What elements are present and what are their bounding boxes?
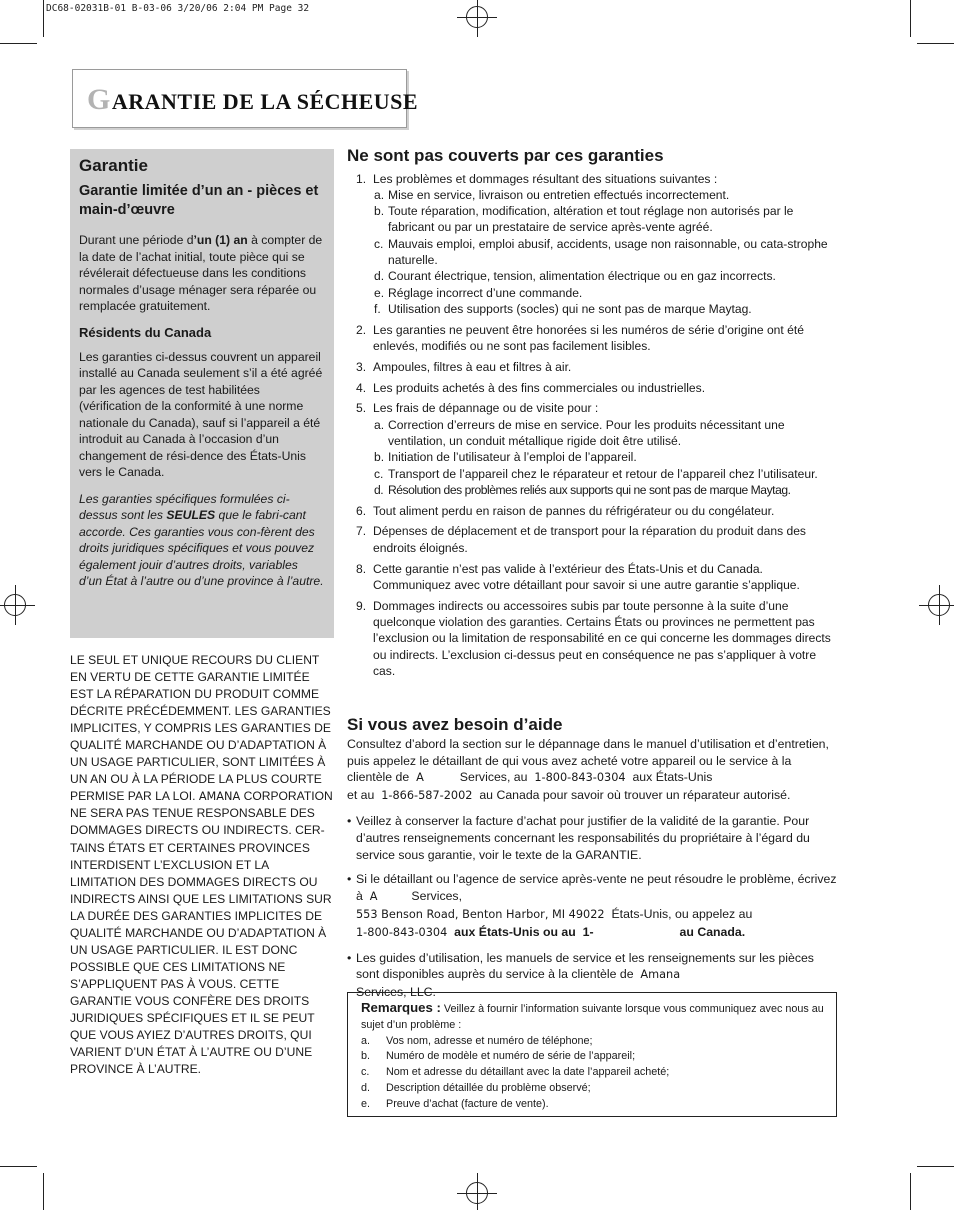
list-item: 9. Dommages indirects ou accessoires subis par toute personne à la suite d’une quelconque violation des garanties. Certains États ou provinces ne permettent pas l’exclusion ou la limitation de responsabilité en ce qui concerne les dommages directs ou indirects. L’exclusion ci-dessus peut en conséquence ne pas s’appliquer à votre cas.: [356, 598, 831, 678]
registration-mark-icon: [4, 594, 26, 616]
sub-item: e. Réglage incorrect d’une commande.: [374, 285, 583, 300]
remarks-list: [361, 1034, 826, 1113]
help-bullet: • Veillez à conserver la facture d’achat pour justifier de la validité de la garantie. Pour d’autres renseignements concernant les responsabilités du propriétaire à l’égard du service sous garantie, voir le texte de la GARANTIE.: [347, 813, 839, 863]
sub-item: a. Mise en service, livraison ou entretien effectués incorrectement.: [374, 187, 730, 202]
mailing-address: 553 Benson Road, Benton Harbor, MI 49022: [356, 907, 605, 921]
help-intro: Consultez d’abord la section sur le dépannage dans le manuel d’utilisation et d’entretien, puis appelez le détaillant de qui vous avez acheté votre appareil ou le service à la clientèle de A Services, au 1-800-843-0304 aux États-Unis et au 1-866-587-2002 au Canada pour savoir où trouver un réparateur autorisé.: [347, 736, 829, 803]
sub-item: d. Résolution des problèmes reliés aux supports qui ne sont pas de marque Maytag.: [374, 482, 791, 497]
remarks-item: a. Vos nom, adresse et numéro de téléphone;: [361, 1034, 593, 1047]
not-covered-heading: Ne sont pas couverts par ces garanties: [347, 146, 664, 165]
crop-mark: [910, 0, 911, 37]
warranty-box: [70, 149, 334, 638]
crop-mark: [0, 43, 37, 44]
list-item: 7. Dépenses de déplacement et de transport pour la réparation du produit dans des endroits éloignés.: [356, 524, 806, 555]
remarks-item: b. Numéro de modèle et numéro de série de l’appareil;: [361, 1050, 636, 1063]
warranty-subheading: Garantie limitée d’un an - pièces et main-d’œuvre: [79, 183, 319, 218]
phone-us: 1-800-843-0304: [534, 771, 626, 785]
sub-item: b. Initiation de l’utilisateur à l’emploi de l’appareil.: [374, 450, 637, 465]
sub-item: d. Courant électrique, tension, alimentation électrique ou en gaz incorrects.: [374, 269, 776, 284]
crop-mark: [43, 0, 44, 37]
not-covered-list: [347, 171, 839, 680]
sub-item: b. Toute réparation, modification, altération et tout réglage non autorisés par le fabricant ou par un prestataire de service après-vente agréé.: [374, 204, 794, 235]
list-item: 2. Les garanties ne peuvent être honorées si les numéros de série d’origine ont été enlevés, modifiés ou ne sont pas facilement lisibles.: [356, 322, 804, 353]
remarks-item: e. Preuve d’achat (facture de vente).: [361, 1097, 549, 1110]
remarks-box: [347, 992, 837, 1117]
sub-item: a. Correction d’erreurs de mise en service. Pour les produits nécessitant une ventilation, un conduit métallique rigide doit être utilisé.: [374, 417, 785, 448]
crop-mark: [917, 43, 954, 44]
sub-item: c. Mauvais emploi, emploi abusif, accidents, usage non raisonnable, ou cata-strophe naturelle.: [374, 236, 828, 267]
help-section: [347, 717, 839, 1009]
crop-mark: [910, 1173, 911, 1210]
help-bullet: • Si le détaillant ou l’agence de service après-vente ne peut résoudre le problème, écrivez à A Services, 553 Benson Road, Benton Harbor, MI 49022 États-Unis, ou appelez au 1-800-843-0304 aux États-Unis ou au 1- au Canada.: [347, 871, 839, 941]
legal-disclaimer: LE SEUL ET UNIQUE RECOURS DU CLIENT EN VERTU DE CETTE GARANTIE LIMITÉE EST LA RÉPARATION DU PRODUIT COMME DÉCRITE PRÉCÉDEMMENT. LES GARANTIES IMPLICITES, Y COMPRIS LES GARANTIES DE QUALITÉ MARCHANDE OU D’ADAPTATION À UN USAGE PARTICULIER, SONT LIMITÉES À UN AN OU À LA PÉRIODE LA PLUS COURTE PERMISE PAR LA LOI. AMANA CORPORATION NE SERA PAS TENUE RESPONSABLE DES DOMMAGES DIRECTS OU INDIRECTS. CER-TAINS ÉTATS ET CERTAINES PROVINCES INTERDISENT L’EXCLUSION ET LA LIMITATION DES DOMMAGES DIRECTS OU INDIRECTS AINSI QUE LES LIMITATIONS SUR LA DURÉE DES GARANTIES IMPLICITES DE QUALITÉ MARCHANDE OU D’ADAPTATION À UN USAGE PARTICULIER. IL EST DONC POSSIBLE QUE CES LIMITATIONS NE S’APPLIQUENT PAS À VOUS. CETTE GARANTIE VOUS CONFÈRE DES DROITS JURIDIQUES SPÉCIFIQUES ET IL SE PEUT QUE VOUS AYIEZ D’AUTRES DROITS, QUI VARIENT D’UN ÉTAT À L’AUTRE OU D’UNE PROVINCE À L’AUTRE.: [70, 653, 333, 1077]
registration-mark-icon: [466, 6, 488, 28]
specific-warranty-text: Les garanties spécifiques formulées ci-dessus sont les SEULES que le fabri-cant accorde. Ces garanties vous con-fèrent des droits juridiques spécifiques et vous pouvez également jouir d’autres droits, variables d’un État à l’autre ou d’une province à l’autre.: [79, 491, 324, 588]
list-item: 8. Cette garantie n’est pas valide à l’extérieur des États-Unis et du Canada. Communiquez avec votre détaillant pour savoir si une autre garantie s’applique.: [356, 561, 800, 592]
page-title-box: [72, 69, 419, 128]
crop-mark: [917, 1166, 954, 1167]
print-slug: DC68-02031B-01 B-03-06 3/20/06 2:04 PM Page 32: [46, 3, 310, 14]
list-item: 3. Ampoules, filtres à eau et filtres à air.: [356, 359, 572, 374]
registration-mark-icon: [928, 594, 950, 616]
sub-item: f. Utilisation des supports (socles) qui ne sont pas de marque Maytag.: [374, 301, 752, 316]
not-covered-section: [347, 146, 839, 679]
help-bullet: • Les guides d’utilisation, les manuels de service et les renseignements sur les pièces sont disponibles auprès du service à la clientèle de Amana Services, LLC.: [347, 950, 839, 1001]
help-heading: Si vous avez besoin d’aide: [347, 715, 563, 734]
registration-mark-icon: [466, 1182, 488, 1204]
warranty-text: Durant une période d’un (1) an à compter de la date de l’achat initial, toute pièce qui se révélerait défectueuse dans les conditions normales d’usage ménager sera réparée ou remplacée gratuitement.: [79, 233, 323, 313]
sub-item: c. Transport de l’appareil chez le réparateur et retour de l’appareil chez l’utilisateur.: [374, 466, 818, 481]
phone-canada: 1-866-587-2002: [381, 789, 473, 803]
list-item: 1. Les problèmes et dommages résultant des situations suivantes : a. Mise en service, livraison ou entretien effectués incorrectement. b. Toute réparation, modification, altération et tout réglage non autorisés par le fabricant ou par un prestataire de service après-vente agréé. c. Mauvais emploi, emploi abusif, accidents, usage non raisonnable, ou cata-strophe naturelle. d. Courant électrique, tension, alimentation électrique ou en gaz incorrects. e. Réglage incorrect d’une commande. f. Utilisation des supports (socles) qui ne sont pas de marque Maytag.: [347, 171, 839, 318]
list-item: 4. Les produits achetés à des fins commerciales ou industrielles.: [356, 380, 706, 395]
remarks-item: d. Description détaillée du problème observé;: [361, 1081, 591, 1094]
warranty-heading: Garantie: [79, 156, 148, 175]
remarks-item: c. Nom et adresse du détaillant avec la date l’appareil acheté;: [361, 1066, 670, 1079]
canada-text: Les garanties ci-dessus couvrent un appareil installé au Canada seulement s’il a été agréé par les agences de test habilitées (vérification de la conformité à une norme nationale du Canada), sauf si l’appareil a été introduit au Canada à l’occasion d’un changement de rési-dence des États-Unis vers le Canada.: [79, 349, 323, 479]
remarks-intro: Remarques : Veillez à fournir l’information suivante lorsque vous communiquez avec nous au sujet d’un problème :: [361, 1000, 824, 1031]
canada-heading: Résidents du Canada: [79, 324, 212, 340]
page-title: GARANTIE DE LA SÉCHEUSE: [87, 83, 419, 116]
list-item: 6. Tout aliment perdu en raison de pannes du réfrigérateur ou du congélateur.: [356, 503, 775, 518]
list-item: 5. Les frais de dépannage ou de visite pour : a. Correction d’erreurs de mise en service. Pour les produits nécessitant une ventilation, un conduit métallique rigide doit être utilisé. b. Initiation de l’utilisateur à l’emploi de l’appareil. c. Transport de l’appareil chez le réparateur et retour de l’appareil chez l’utilisateur. d. Résolution des problèmes reliés aux supports qui ne sont pas de marque Maytag.: [347, 400, 839, 498]
crop-mark: [43, 1173, 44, 1210]
crop-mark: [0, 1166, 37, 1167]
